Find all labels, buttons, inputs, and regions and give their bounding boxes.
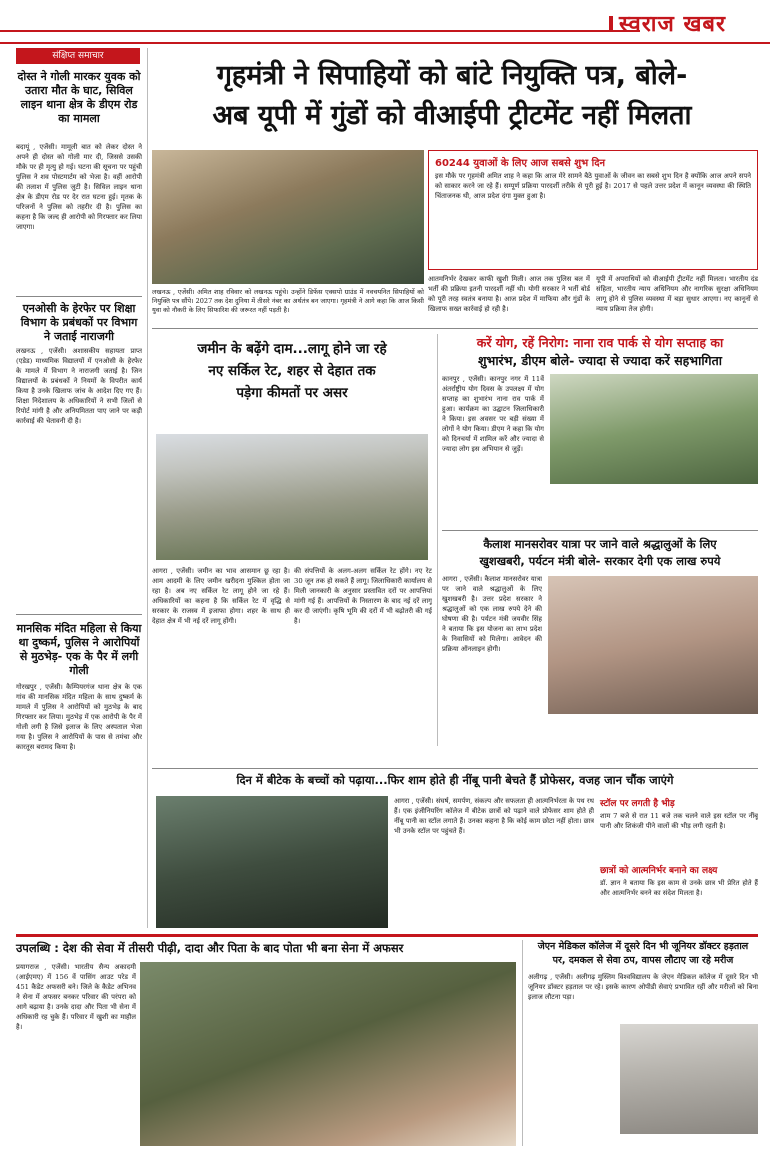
circle-rate-headline-line1: जमीन के बढ़ेंगे दाम...लागू होने जा रहे — [197, 341, 387, 357]
lead-headline — [152, 56, 752, 136]
divider — [442, 530, 758, 531]
medical-headline — [528, 940, 758, 968]
professor-body: आगरा , एजेंसी। संघर्ष, समर्पण, संकल्प और सफलता ही आत्मनिर्भरता के पथ रथ हैं। एक इंजीनियरिंग कॉलेज में बीटेक छात्रों को पढ़ाने वाले प्रोफेसर शाम होते ही नींबू पानी का स्टॉल लगाते हैं। उनका कहना है कि कोई काम छोटा नहीं होता। छात्र भी उनके स्टॉल पर पहुंचते हैं। — [394, 797, 594, 835]
yoga-headline-line2: शुभारंभ, डीएम बोले- ज्यादा से ज्यादा करें सहभागिता — [478, 353, 722, 368]
professor-sidebar — [600, 796, 758, 926]
circle-rate-headline-line3: पड़ेगा कीमतों पर असर — [236, 385, 348, 401]
masthead — [0, 0, 770, 44]
lead-headline-line2: अब यूपी में गुंडों को वीआईपी ट्रीटमेंट नहीं मिलता — [212, 100, 692, 131]
army-body: प्रयागराज , एजेंसी। भारतीय सैन्य अकादमी (आईएमए) में 156 वें पासिंग आउट परेड में 451 कैडेट अफसरी बने। जिले के कैडेट अभिनव ने सेना में अफसर बनकर परिवार की परंपरा को आगे बढ़ाया है। उनके दादा और पिता भी सेना में अधिकारी रह चुके हैं। परिवार में खुशी का माहौल है। — [16, 963, 136, 1031]
sidebar-story3-body: गोरखपुर , एजेंसी। कैम्पियरगंज थाना क्षेत्र के एक गांव की मानसिक मंदित महिला के साथ दुष्कर्म के मामले में पुलिस ने आरोपियों को मुठभेड़ के बाद गिरफ्तार कर लिया। मुठभेड़ में एक आरोपी के पैर में गोली लगी है जिसे इलाज के लिए अस्पताल भेजा गया है। पुलिस ने आरोपियों के पास से तमंचा और कारतूस बरामद किया है। — [16, 683, 142, 751]
kailash-photo — [548, 576, 758, 714]
yoga-photo — [550, 374, 758, 484]
lead-headline-line1: गृहमंत्री ने सिपाहियों को बांटे नियुक्ति पत्र, बोले- — [216, 60, 688, 91]
section-rule — [16, 934, 758, 937]
lead-sidebox-title: 60244 युवाओं के लिए आज सबसे शुभ दिन — [435, 158, 606, 169]
sidebar-story3-headline: मानसिक मंदित महिला से किया था दुष्कर्म, पुलिस ने आरोपियों से मुठभेड़- एक के पैर में लगी गोली — [16, 622, 142, 677]
kailash-headline — [442, 536, 758, 570]
column-rule — [522, 940, 523, 1146]
circle-rate-headline-block — [152, 334, 432, 434]
lead-column3: यूपी में अपराधियों को वीआईपी ट्रीटमेंट नहीं मिलता। भारतीय दंड संहिता, भारतीय न्याय अधिनियम और नागरिक सुरक्षा अधिनियम लागू होने से पुलिस व्यवस्था में बड़ा सुधार आएगा। नए कानूनों से न्याय प्रक्रिया तेज होगी। — [596, 275, 758, 313]
medical-body: अलीगढ़ , एजेंसी। अलीगढ़ मुस्लिम विश्वविद्यालय के जेएन मेडिकल कॉलेज में दूसरे दिन भी जूनियर डॉक्टर हड़ताल पर रहे। इसके कारण ओपीडी सेवाएं प्रभावित रहीं और मरीजों को बिना इलाज लौटना पड़ा। — [528, 973, 758, 1001]
divider — [16, 614, 142, 615]
divider — [16, 296, 142, 297]
sidebar-story1-body: बदायूं , एजेंसी। मामूली बात को लेकर दोस्त ने अपने ही दोस्त को गोली मार दी, जिससे उसकी मौके पर ही मृत्यु हो गई। घटना की सूचना पर पहुंची पुलिस ने शव पोस्टमार्टम को भेजा है। वहीं आरोपी की तलाश में पुलिस जुटी है। सिविल लाइन थाना क्षेत्र के डीएम रोड पर देर रात घटना हुई। मृतक के परिजनों ने पुलिस को तहरीर दी है। पुलिस का कहना है कि जल्द ही आरोपी को गिरफ्तार कर लिया जाएगा। — [16, 143, 142, 231]
kailash-headline-line1: कैलाश मानसरोवर यात्रा पर जाने वाले श्रद्धालुओं के लिए — [483, 537, 717, 551]
yoga-headline-line1: करें योग, रहें निरोग: नाना राव पार्क से योग सप्ताह का — [476, 335, 724, 350]
professor-box1-title: स्टॉल पर लगती है भीड़ — [600, 799, 675, 809]
column-rule — [147, 48, 148, 928]
professor-box1-body: शाम 7 बजे से रात 11 बजे तक चलने वाले इस स्टॉल पर नींबू पानी और शिकंजी पीने वालों की भीड़ लगी रहती है। — [600, 812, 758, 830]
masthead-rule — [0, 30, 640, 32]
army-photo — [140, 962, 516, 1146]
sidebar-story2-headline: एनओसी के हेरफेर पर शिक्षा विभाग के प्रबंधकों पर विभाग ने जताई नाराजगी — [20, 302, 138, 343]
medical-headline-line2: पर, दमकल से सेवा ठप, वापस लौटाए जा रहे मरीज — [552, 955, 734, 966]
circle-rate-headline — [152, 334, 432, 404]
professor-headline: दिन में बीटेक के बच्चों को पढ़ाया...फिर शाम होते ही नींबू पानी बेचते हैं प्रोफेसर, वजह जान चौंक जाएंगे — [236, 773, 674, 787]
lead-photo — [152, 150, 424, 284]
sidebar-tag: संक्षिप्त समाचार — [16, 48, 140, 64]
medical-headline-line1: जेएन मेडिकल कॉलेज में दूसरे दिन भी जूनियर डॉक्टर हड़ताल — [537, 941, 749, 952]
yoga-headline — [442, 334, 758, 370]
professor-photo — [156, 796, 388, 928]
kailash-body: आगरा , एजेंसी। कैलाश मानसरोवर यात्रा पर जाने वाले श्रद्धालुओं के लिए खुशखबरी है। उत्तर प्रदेश सरकार ने श्रद्धालुओं को एक लाख रुपये देने की घोषणा की है। पर्यटन मंत्री जयवीर सिंह ने बताया कि इस योजना का लाभ प्रदेश के निवासियों को मिलेगा। आवेदन की प्रक्रिया ऑनलाइन होगी। — [442, 575, 542, 653]
sidebar-story1-headline: दोस्त ने गोली मारकर युवक को उतारा मौत के घाट, सिविल लाइन थाना क्षेत्र के डीएम रोड का मामला — [17, 70, 141, 125]
circle-rate-photo — [156, 434, 428, 560]
circle-rate-headline-line2: नए सर्किल रेट, शहर से देहात तक — [208, 363, 376, 379]
newspaper-logo: स्वराज खबर — [619, 8, 726, 38]
lead-column2: आतमनिर्भर देखकर काफी खुशी मिली। आज तक पुलिस बल में भर्ती की प्रक्रिया इतनी पारदर्शी नहीं थी। योगी सरकार ने भर्ती बोर्ड को पूरी तरह स्वतंत्र बनाया है। आज प्रदेश में माफिया और गुंडों के खिलाफ सख्त कार्रवाई हो रही है। — [428, 275, 590, 313]
divider — [152, 328, 758, 329]
sidebar-story2-body: लखनऊ , एजेंसी। अशासकीय सहायता प्राप्त (एडेड) माध्यमिक विद्यालयों में एनओसी के हेरफेर के मामले में विभाग ने नाराजगी जताई है। जिन विद्यालयों के प्रबंधकों ने नियमों के विपरीत कार्य किया है उनके खिलाफ जांच के आदेश दिए गए हैं। शिक्षा निदेशालय के अधिकारियों ने सभी जिलों से रिपोर्ट मांगी है और अनियमितता पाए जाने पर कड़ी कार्रवाई की चेतावनी दी है। — [16, 347, 142, 425]
medical-photo — [620, 1024, 758, 1134]
column-rule — [437, 334, 438, 746]
yoga-body: कानपुर , एजेंसी। कानपुर नगर में 11वें अंतर्राष्ट्रीय योग दिवस के उपलक्ष्य में योग सप्ताह का शुभारंभ नाना राव पार्क में हुआ। कार्यक्रम का उद्घाटन जिलाधिकारी ने किया। इस अवसर पर बड़ी संख्या में लोगों ने योग किया। डीएम ने कहा कि योग को दिनचर्या में शामिल करें और ज्यादा से ज्यादा लोग इस अभियान से जुड़ें। — [442, 375, 544, 453]
circle-rate-column2: की संपत्तियों के अलग-अलग सर्किल रेट होंगे। नए रेट 30 जून तक हो सकते हैं लागू। जिलाधिकारी कार्यालय से मिली जानकारी के अनुसार प्रस्तावित दरों पर आपत्तियां मांगी गई हैं। आपत्तियों के निस्तारण के बाद नई दरें लागू कर दी जाएंगी। कृषि भूमि की दरों में भी बढ़ोतरी की गई है। — [294, 567, 432, 625]
army-headline: उपलब्धि : देश की सेवा में तीसरी पीढ़ी, दादा और पिता के बाद पोता भी बना सेना में अफसर — [16, 941, 404, 955]
lead-sidebox — [428, 150, 758, 270]
professor-box2-title: छात्रों को आत्मनिर्भर बनाने का लक्ष्य — [600, 866, 718, 876]
lead-sidebox-body: इस मौके पर गृहमंत्री अमित शाह ने कहा कि आज मेरे सामने बैठे युवाओं के जीवन का सबसे शुभ दिन है क्योंकि आज अपने सपने को साकार करने जा रहे हैं। सम्पूर्ण प्रक्रिया पारदर्शी तरीके से पूरी हुई है। 2017 से पहले उत्तर प्रदेश में कानून व्यवस्था की स्थिति चिंताजनक थी, आज प्रदेश दंगा मुक्त हुआ है। — [435, 172, 751, 200]
professor-box2-body: डॉ. ज्ञान ने बताया कि इस काम से उनके छात्र भी प्रेरित होते हैं और आत्मनिर्भर बनने का संदेश मिलता है। — [600, 879, 758, 897]
lead-caption: लखनऊ , एजेंसी। अमित शाह रविवार को लखनऊ पहुंचे। उन्होंने डिफेंस एक्सपो ग्राउंड में नवचयनित सिपाहियों को नियुक्ति पत्र सौंपे। 2027 तक देश दुनिया में तीसरे नंबर का अर्थतंत्र बन जाएगा। गृहमंत्री ने आगे कहा कि आज किसी युवा को नौकरी के लिए सिफारिश की जरूरत नहीं पड़ती है। — [152, 288, 424, 314]
circle-rate-column1: आगरा , एजेंसी। जमीन का भाव आसमान छू रहा है। आम आदमी के लिए जमीन खरीदना मुश्किल होता जा रहा है। अब नए सर्किल रेट लागू होने जा रहे हैं। अधिकारियों का कहना है कि सर्किल रेट में वृद्धि से सरकार के राजस्व में इजाफा होगा। शहर के साथ ही देहात क्षेत्र में भी नई दरें लागू होंगी। — [152, 567, 290, 625]
kailash-headline-line2: खुशखबरी, पर्यटन मंत्री बोले- सरकार देगी एक लाख रुपये — [479, 554, 721, 568]
divider — [152, 768, 758, 769]
